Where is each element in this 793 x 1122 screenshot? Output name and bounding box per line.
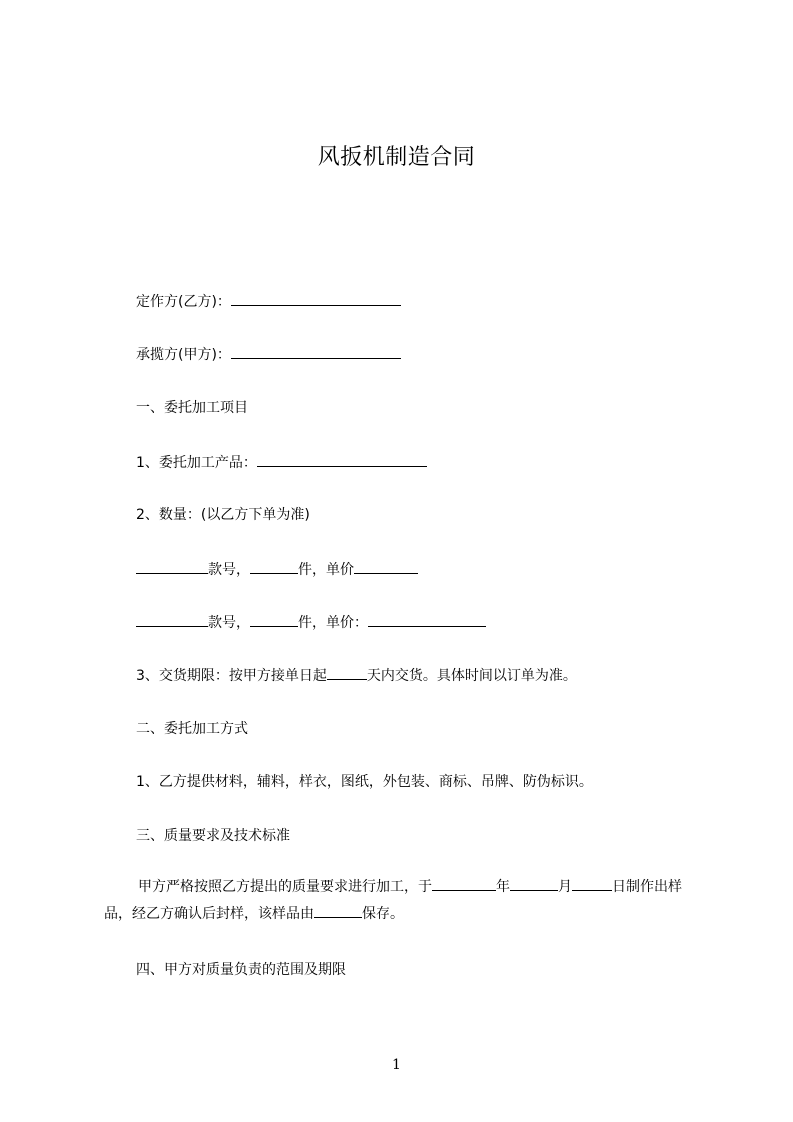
year-blank	[432, 876, 496, 891]
party-a-label: 承揽方(甲方)：	[136, 347, 231, 363]
row-2-pieces-label: 件，单价：	[298, 615, 368, 631]
row-1-style-label: 款号，	[208, 562, 250, 578]
section-2-heading: 二、委托加工方式	[136, 721, 248, 737]
item-3-delivery	[136, 665, 577, 686]
para-end: 保存。	[362, 906, 404, 922]
order-row-1	[136, 559, 418, 580]
item-1-product-label: 1、委托加工产品：	[136, 455, 257, 471]
section-1-heading: 一、委托加工项目	[136, 400, 248, 416]
quality-paragraph	[104, 874, 704, 928]
item-3-suffix: 天内交货。具体时间以订单为准。	[366, 668, 577, 684]
page-number: 1	[392, 1057, 401, 1073]
row-1-pieces-label: 件，单价	[298, 562, 354, 578]
para-day-text: 日制作出样品，经乙方确认后封样，该样品由	[104, 879, 682, 922]
row-2-style-blank	[136, 612, 208, 627]
keeper-blank	[314, 903, 362, 918]
section-3-heading: 三、质量要求及技术标准	[136, 828, 290, 844]
product-blank	[257, 452, 427, 467]
item-2-quantity: 2、数量：(以乙方下单为准)	[136, 507, 310, 523]
party-a-blank	[231, 344, 401, 359]
row-1-style-blank	[136, 559, 208, 574]
delivery-days-blank	[327, 665, 367, 680]
row-2-style-label: 款号，	[208, 615, 250, 631]
party-b-blank	[231, 291, 401, 306]
section-4-heading: 四、甲方对质量负责的范围及期限	[136, 962, 346, 978]
row-1-pieces-blank	[250, 559, 298, 574]
day-blank	[572, 876, 612, 891]
section-2-item-1: 1、乙方提供材料，辅料，样衣，图纸，外包装、商标、吊牌、防伪标识。	[136, 774, 593, 790]
party-a-line	[136, 344, 401, 365]
row-2-price-blank	[368, 612, 486, 627]
row-2-pieces-blank	[250, 612, 298, 627]
month-blank	[510, 876, 558, 891]
para-prefix: 甲方严格按照乙方提出的质量要求进行加工，于	[138, 879, 432, 895]
para-month: 月	[558, 879, 572, 895]
para-year: 年	[496, 879, 510, 895]
document-title: 风扳机制造合同	[317, 145, 476, 170]
item-3-prefix: 3、交货期限：按甲方接单日起	[136, 668, 327, 684]
party-b-line	[136, 291, 401, 312]
row-1-price-blank	[354, 559, 418, 574]
order-row-2	[136, 612, 486, 633]
party-b-label: 定作方(乙方)：	[136, 294, 231, 310]
item-1-product-line	[136, 452, 427, 473]
